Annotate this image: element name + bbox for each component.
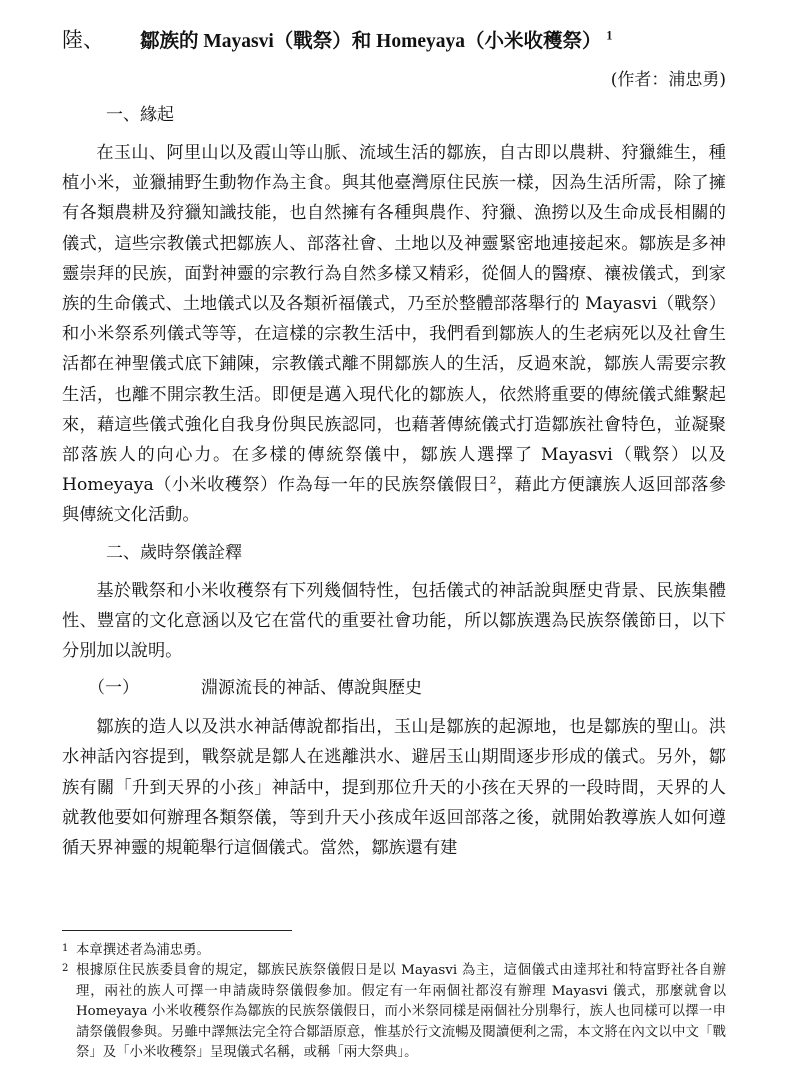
footnote-ref-2[interactable]: 2 (489, 473, 497, 487)
chapter-title-text (140, 26, 612, 58)
paragraph-origin-text: 在玉山、阿里山以及霞山等山脈、流域生活的鄒族，自古即以農耕、狩獵維生，種植小米，並獵捕野生動物作為主食。與其他臺灣原住民族一樣，因為生活所需，除了擁有各類農耕及狩獵知識技能，也自然擁有各種與農作、狩獵、漁撈以及生命成長相關的儀式，這些宗教儀式把鄒族人、部落社會、土地以及神靈緊密地連接起來。鄒族是多神靈崇拜的民族，面對神靈的宗教行為自然多樣又精彩，從個人的醫療、禳祓儀式，到家族的生命儀式、土地儀式以及各類祈福儀式，乃至於整體部落舉行的 Mayasvi（戰祭）和小米祭系列儀式等等，在這樣的宗教生活中，我們看到鄒族人的生老病死以及社會生活都在神聖儀式底下鋪陳，宗教儀式離不開鄒族人的生活，反過來說，鄒族人需要宗教生活，也離不開宗教生活。即便是邁入現代化的鄒族人，依然將重要的傳統儀式維繫起來，藉這些儀式強化自我身份與民族認同，也藉著傳統儀式打造鄒族社會特色，並凝聚部落族人的向心力。在多樣的傳統祭儀中，鄒族人選擇了 Mayasvi（戰祭）以及 Homeyaya（小米收穫祭）作為每一年的民族祭儀假日 (62, 143, 726, 496)
footnote-mark: 1 (62, 943, 69, 954)
footnote-1 (62, 941, 726, 961)
subsection-title: 淵源流長的神話、傳說與歷史 (201, 678, 422, 699)
footnotes (62, 941, 726, 1063)
chapter-title-label: 鄒族的 Mayasvi（戰祭）和 Homeyaya（小米收穫祭） (140, 31, 602, 52)
paragraph-myths: 鄒族的造人以及洪水神話傳說都指出，玉山是鄒族的起源地，也是鄒族的聖山。洪水神話內容提到，戰祭就是鄒人在逃離洪水、避居玉山期間逐步形成的儀式。另外，鄒族有關「升到天界的小孩」神話中，提到那位升天的小孩在天界的一段時間，天界的人就教他要如何辦理各類祭儀，等到升天小孩成年返回部落之後，就開始教導族人如何遵循天界神靈的規範舉行這個儀式。當然，鄒族還有建 (62, 717, 726, 859)
footnote-text: 本章撰述者為浦忠勇。 (76, 943, 210, 958)
chapter-number: 陸、 (62, 28, 104, 52)
subsection-number: （一） (88, 678, 139, 699)
paragraph-origin (62, 138, 726, 531)
footnote-text: 根據原住民族委員會的規定，鄒族民族祭儀假日是以 Mayasvi 為主，這個儀式由達邦社和特富野社各自辦理，兩社的族人可擇一申請歲時祭儀假參加。假定有一年兩個社都沒有辦理 Mayasvi 儀式，那麼就會以 Homeyaya 小米收穫祭作為鄒族的民族祭儀假日，而小米祭同樣是兩個社分別舉行，族人也同樣可以擇一申請祭儀假參與。另雖中譯無法完全符合鄒語原意，惟基於行文流暢及閱讀便利之需，本文將在內文以中文「戰祭」及「小米收穫祭」呈現儀式名稱，或稱「兩大祭典」。 (76, 963, 726, 1061)
footnote-separator (62, 930, 292, 931)
footnote-ref-1[interactable]: 1 (606, 28, 613, 43)
section-heading-rituals: 二、歲時祭儀詮釋 (106, 542, 242, 563)
chapter-title (62, 24, 726, 58)
paragraph-rituals-intro: 基於戰祭和小米收穫祭有下列幾個特性，包括儀式的神話說與歷史背景、民族集體性、豐富的文化意涵以及它在當代的重要社會功能，所以鄒族選為民族祭儀節日，以下分別加以說明。 (62, 580, 726, 662)
footnote-mark: 2 (62, 963, 69, 975)
paragraph-origin-tail: ，藉此方便讓族人返回部落參與傳統文化活動。 (62, 475, 726, 526)
footnote-2 (62, 961, 726, 1063)
subsection-heading-myths (62, 674, 726, 702)
author-line: (作者：浦忠勇) (610, 70, 726, 90)
section-heading-origin: 一、緣起 (106, 105, 174, 125)
